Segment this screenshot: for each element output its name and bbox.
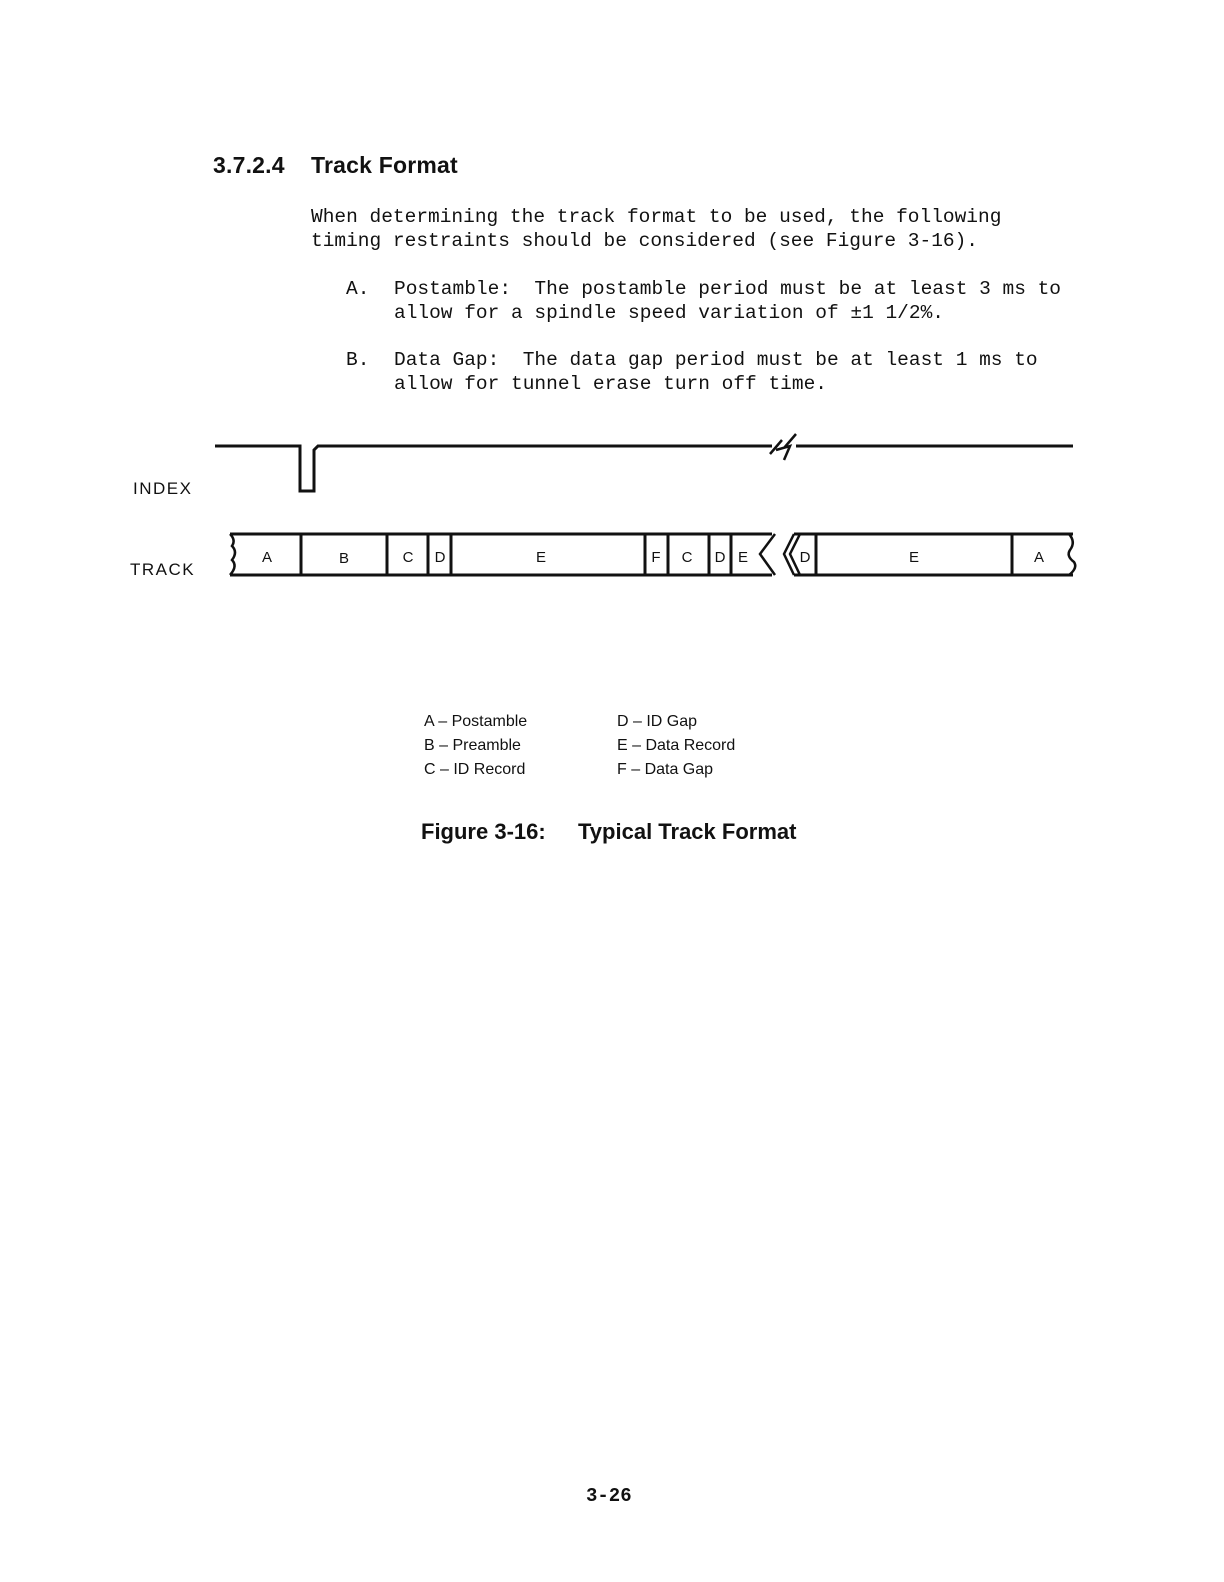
track-signal-label: TRACK — [130, 560, 196, 579]
track-left-section — [230, 534, 775, 575]
segment-label: E — [908, 549, 920, 566]
item-a-letter: A. — [346, 278, 370, 300]
section-title: Track Format — [311, 152, 458, 178]
track-end-break-icon — [1069, 534, 1076, 575]
intro-text-line-1: When determining the track format to be used, the following — [311, 206, 1002, 228]
segment-label: E — [535, 549, 547, 566]
figure-number: Figure 3-16: — [421, 819, 546, 844]
legend-item: B – Preamble — [424, 737, 521, 754]
intro-text-line-2: timing restraints should be considered (see Figure 3-16). — [311, 230, 979, 252]
segment-label: D — [799, 549, 811, 566]
segment-label: F — [651, 549, 661, 566]
segment-label: D — [434, 549, 446, 566]
figure-caption — [421, 819, 796, 845]
track-start-break-icon — [230, 534, 235, 575]
legend-column-1 — [424, 710, 527, 782]
index-break-icon — [770, 434, 796, 460]
track-mid-break-right-icon — [784, 534, 800, 575]
legend-item: D – ID Gap — [617, 713, 698, 730]
segment-label: C — [402, 549, 414, 566]
segment-label: C — [681, 549, 693, 566]
figure-title: Typical Track Format — [578, 819, 797, 844]
item-a-line-2-prefix: allow for a spindle speed variation of — [394, 302, 851, 324]
item-a-text-line-1: Postamble: The postamble period must be at least 3 ms to — [394, 278, 1062, 300]
item-a-line-2-suffix: 1/2%. — [873, 302, 944, 324]
plus-minus-value: ±1 — [850, 302, 874, 324]
track-right-section — [784, 534, 1075, 575]
segment-label: B — [338, 550, 350, 567]
section-number: 3.7.2.4 — [213, 152, 285, 178]
legend-item: F – Data Gap — [617, 761, 714, 778]
segment-label: E — [737, 549, 749, 566]
track-mid-break-left-icon — [760, 534, 775, 575]
item-b-text-line-1: Data Gap: The data gap period must be at least 1 ms to — [394, 349, 1038, 371]
legend-item: E – Data Record — [617, 737, 736, 754]
index-signal-label: INDEX — [133, 479, 193, 498]
item-b-letter: B. — [346, 349, 370, 371]
segment-label: A — [1033, 549, 1045, 566]
legend-item: C – ID Record — [424, 761, 526, 778]
legend-item: A – Postamble — [424, 713, 528, 730]
legend-column-2 — [617, 710, 735, 782]
track-format-diagram — [0, 0, 1224, 620]
item-b-text-line-2: allow for tunnel erase turn off time. — [394, 373, 827, 395]
page-number: 3-26 — [586, 1485, 632, 1507]
segment-label: A — [261, 549, 273, 566]
track-segment-labels — [262, 549, 1044, 567]
segment-label: D — [714, 549, 726, 566]
index-waveform — [215, 446, 772, 491]
